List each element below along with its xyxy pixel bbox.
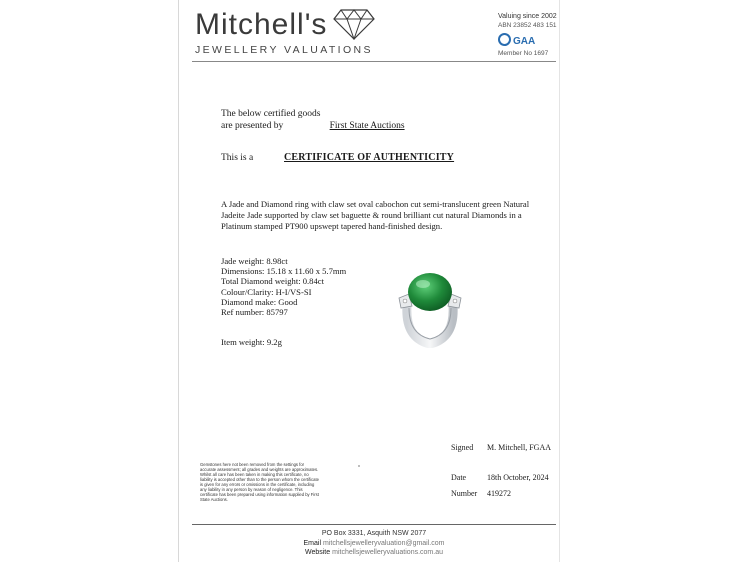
footer-website-label: Website — [304, 549, 331, 556]
number-label: Number — [451, 489, 478, 498]
footer-divider — [192, 524, 556, 525]
signed-label: Signed — [451, 443, 474, 452]
gaa-label: GAA — [513, 36, 536, 47]
spec-diamond-make: Diamond make: Good — [221, 296, 298, 307]
brand-tagline: JEWELLERY VALUATIONS — [195, 44, 373, 56]
date-label: Date — [451, 473, 467, 482]
spec-diamond-weight: Total Diamond weight: 0.84ct — [221, 276, 324, 287]
disclaimer-text: Gemstones here not been removed from the settings for accurate assessment; all grades and weights are approximates. Whilst all care has been taken in making this certificate, no liability is accepted other than to the person whom the certificate is given for any errors or omissions in the certificate, including any liability in any person by reason of negligence. This certificate has been prepared using information supplied by First State Auctions. — [200, 462, 319, 502]
footer-email-label: Email — [303, 539, 322, 547]
gaa-ring-icon — [498, 33, 511, 46]
spec-list — [221, 256, 346, 347]
mark-dot — [358, 465, 360, 467]
spec-colour-clarity: Colour/Clarity: H-I/VS-SI — [221, 286, 312, 297]
footer-address: PO Box 3331, Asquith NSW 2077 — [321, 530, 427, 537]
brand-name: Mitchell's — [195, 8, 328, 41]
item-description: A Jade and Diamond ring with claw set oval cabochon cut semi-translucent green Natural Jadeite Jade supported by claw set baguette & round brilliant cut natural Diamonds in a Platinum stamped PT900 upswept tapered hand-finished design. — [221, 199, 530, 231]
number-value: 419272 — [487, 489, 511, 498]
abn-number: ABN 23852 483 151 — [498, 22, 557, 29]
jade-ring-photo — [385, 268, 475, 348]
gaa-badge — [498, 33, 535, 47]
valuing-since: Valuing since 2002 — [498, 13, 557, 20]
spec-jade-weight: Jade weight: 8.98ct — [221, 256, 288, 266]
certificate-title: CERTIFICATE OF AUTHENTICITY — [284, 152, 455, 163]
spec-ref-number: Ref number: 85797 — [221, 307, 288, 318]
footer-website-link[interactable]: mitchellsjewelleryvaluations.com.au — [332, 549, 443, 556]
signed-value: M. Mitchell, FGAA — [487, 443, 551, 452]
diamond-logo-icon — [333, 8, 375, 40]
certificate-prefix: This is a — [221, 153, 254, 163]
spec-dimensions: Dimensions: 15.18 x 11.60 x 5.7mm — [221, 266, 347, 277]
member-number: Member No 1697 — [498, 50, 549, 57]
date-value: 18th October, 2024 — [487, 473, 549, 482]
presented-line-2 — [221, 121, 492, 131]
presenter-name: First State Auctions — [329, 121, 405, 131]
header-details — [498, 12, 557, 30]
header-divider — [192, 61, 556, 62]
footer-contact — [192, 529, 556, 558]
footer-email-link[interactable]: mitchellsjewelleryvaluation@gmail.com — [322, 539, 445, 547]
presented-line-1: The below certified goods — [221, 109, 321, 119]
spec-item-weight: Item weight: 9.2g — [221, 337, 282, 348]
presented-prefix: are presented by — [221, 121, 284, 131]
